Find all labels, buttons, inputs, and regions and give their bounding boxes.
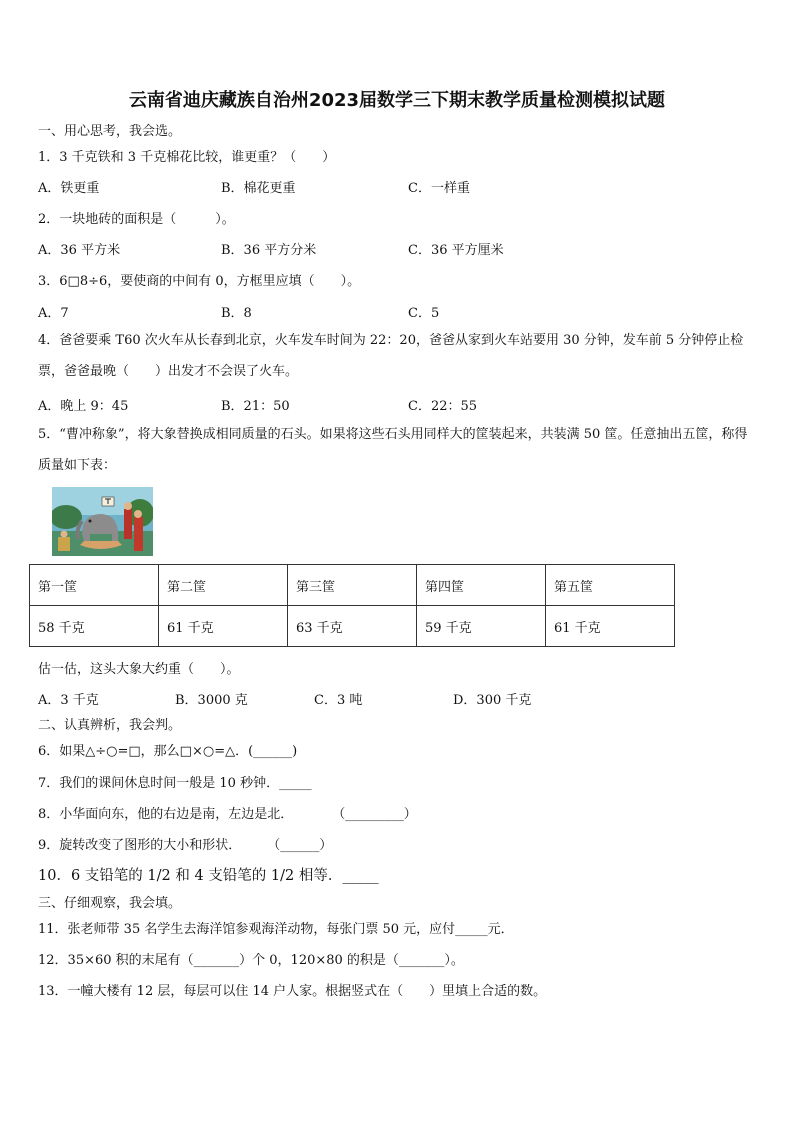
q5-option-a: A．3 千克 bbox=[38, 693, 99, 708]
question-7: 7．我们的课间休息时间一般是 10 秒钟．_____ bbox=[38, 776, 312, 791]
elephant-weighing-illustration bbox=[52, 487, 153, 556]
q5-option-b: B．3000 克 bbox=[175, 693, 248, 708]
q1-option-c: C．一样重 bbox=[408, 181, 470, 196]
section-2-heading: 二、认真辨析，我会判。 bbox=[38, 718, 182, 733]
table-cell: 61 千克 bbox=[159, 606, 288, 647]
question-2: 2．一块地砖的面积是（ ）。 bbox=[38, 212, 235, 227]
question-12: 12．35×60 积的末尾有（_______）个 0，120×80 的积是（_______）。 bbox=[38, 953, 464, 968]
table-cell: 59 千克 bbox=[417, 606, 546, 647]
q4-option-b: B．21：50 bbox=[221, 399, 290, 414]
q2-option-c: C．36 平方厘米 bbox=[408, 243, 504, 258]
question-11: 11．张老师带 35 名学生去海洋馆参观海洋动物，每张门票 50 元，应付_____元． bbox=[38, 922, 514, 937]
table-header-cell: 第三筐 bbox=[288, 565, 417, 606]
q1-option-a: A．铁更重 bbox=[38, 181, 100, 196]
table-cell: 63 千克 bbox=[288, 606, 417, 647]
q3-option-a: A．7 bbox=[38, 306, 69, 321]
q3-option-c: C．5 bbox=[408, 306, 440, 321]
table-cell: 61 千克 bbox=[546, 606, 675, 647]
table-header-cell: 第二筐 bbox=[159, 565, 288, 606]
question-4: 4．爸爸要乘 T60 次火车从长春到北京，火车发车时间为 22：20，爸爸从家到火车站要用 30 分钟，发车前 5 分钟停止检票，爸爸最晚（ ）出发才不会误了火车。 bbox=[38, 333, 744, 379]
q3-option-b: B．8 bbox=[221, 306, 252, 321]
q5-option-c: C．3 吨 bbox=[314, 693, 363, 708]
exam-title: 云南省迪庆藏族自治州2023届数学三下期末教学质量检测模拟试题 bbox=[128, 90, 666, 111]
question-3: 3．6□8÷6，要使商的中间有 0，方框里应填（ ）。 bbox=[38, 274, 361, 289]
q4-option-a: A．晚上 9：45 bbox=[38, 399, 129, 414]
question-1: 1．3 千克铁和 3 千克棉花比较，谁更重？（ ） bbox=[38, 150, 336, 165]
weights-table bbox=[29, 564, 675, 647]
question-8: 8．小华面向东，他的右边是南，左边是北． （_________） bbox=[38, 807, 417, 822]
question-5-prompt: 估一估，这头大象大约重（ ）。 bbox=[38, 662, 240, 677]
table-cell: 58 千克 bbox=[30, 606, 159, 647]
table-header-cell: 第四筐 bbox=[417, 565, 546, 606]
question-10: 10．6 支铅笔的 1/2 和 4 支铅笔的 1/2 相等．_____ bbox=[38, 868, 379, 884]
section-1-heading: 一、用心思考，我会选。 bbox=[38, 124, 182, 139]
table-header-cell: 第五筐 bbox=[546, 565, 675, 606]
q2-option-b: B．36 平方分米 bbox=[221, 243, 317, 258]
q1-option-b: B．棉花更重 bbox=[221, 181, 296, 196]
q4-option-c: C．22：55 bbox=[408, 399, 478, 414]
table-header-row bbox=[30, 565, 675, 606]
table-header-cell: 第一筐 bbox=[30, 565, 159, 606]
question-5: 5．“曹冲称象”，将大象替换成相同质量的石头。如果将这些石头用同样大的筐装起来，共装满 50 筐。任意抽出五筐，称得质量如下表： bbox=[38, 427, 748, 473]
q5-option-d: D．300 千克 bbox=[453, 693, 532, 708]
table-row bbox=[30, 606, 675, 647]
section-3-heading: 三、仔细观察，我会填。 bbox=[38, 896, 182, 911]
q2-option-a: A．36 平方米 bbox=[38, 243, 121, 258]
question-6: 6．如果△÷○=□，那么□×○=△．(______) bbox=[38, 744, 298, 759]
question-13: 13．一幢大楼有 12 层，每层可以住 14 户人家。根据竖式在（ ）里填上合适的数。 bbox=[38, 984, 547, 999]
question-9: 9．旋转改变了图形的大小和形状． （______） bbox=[38, 838, 333, 853]
